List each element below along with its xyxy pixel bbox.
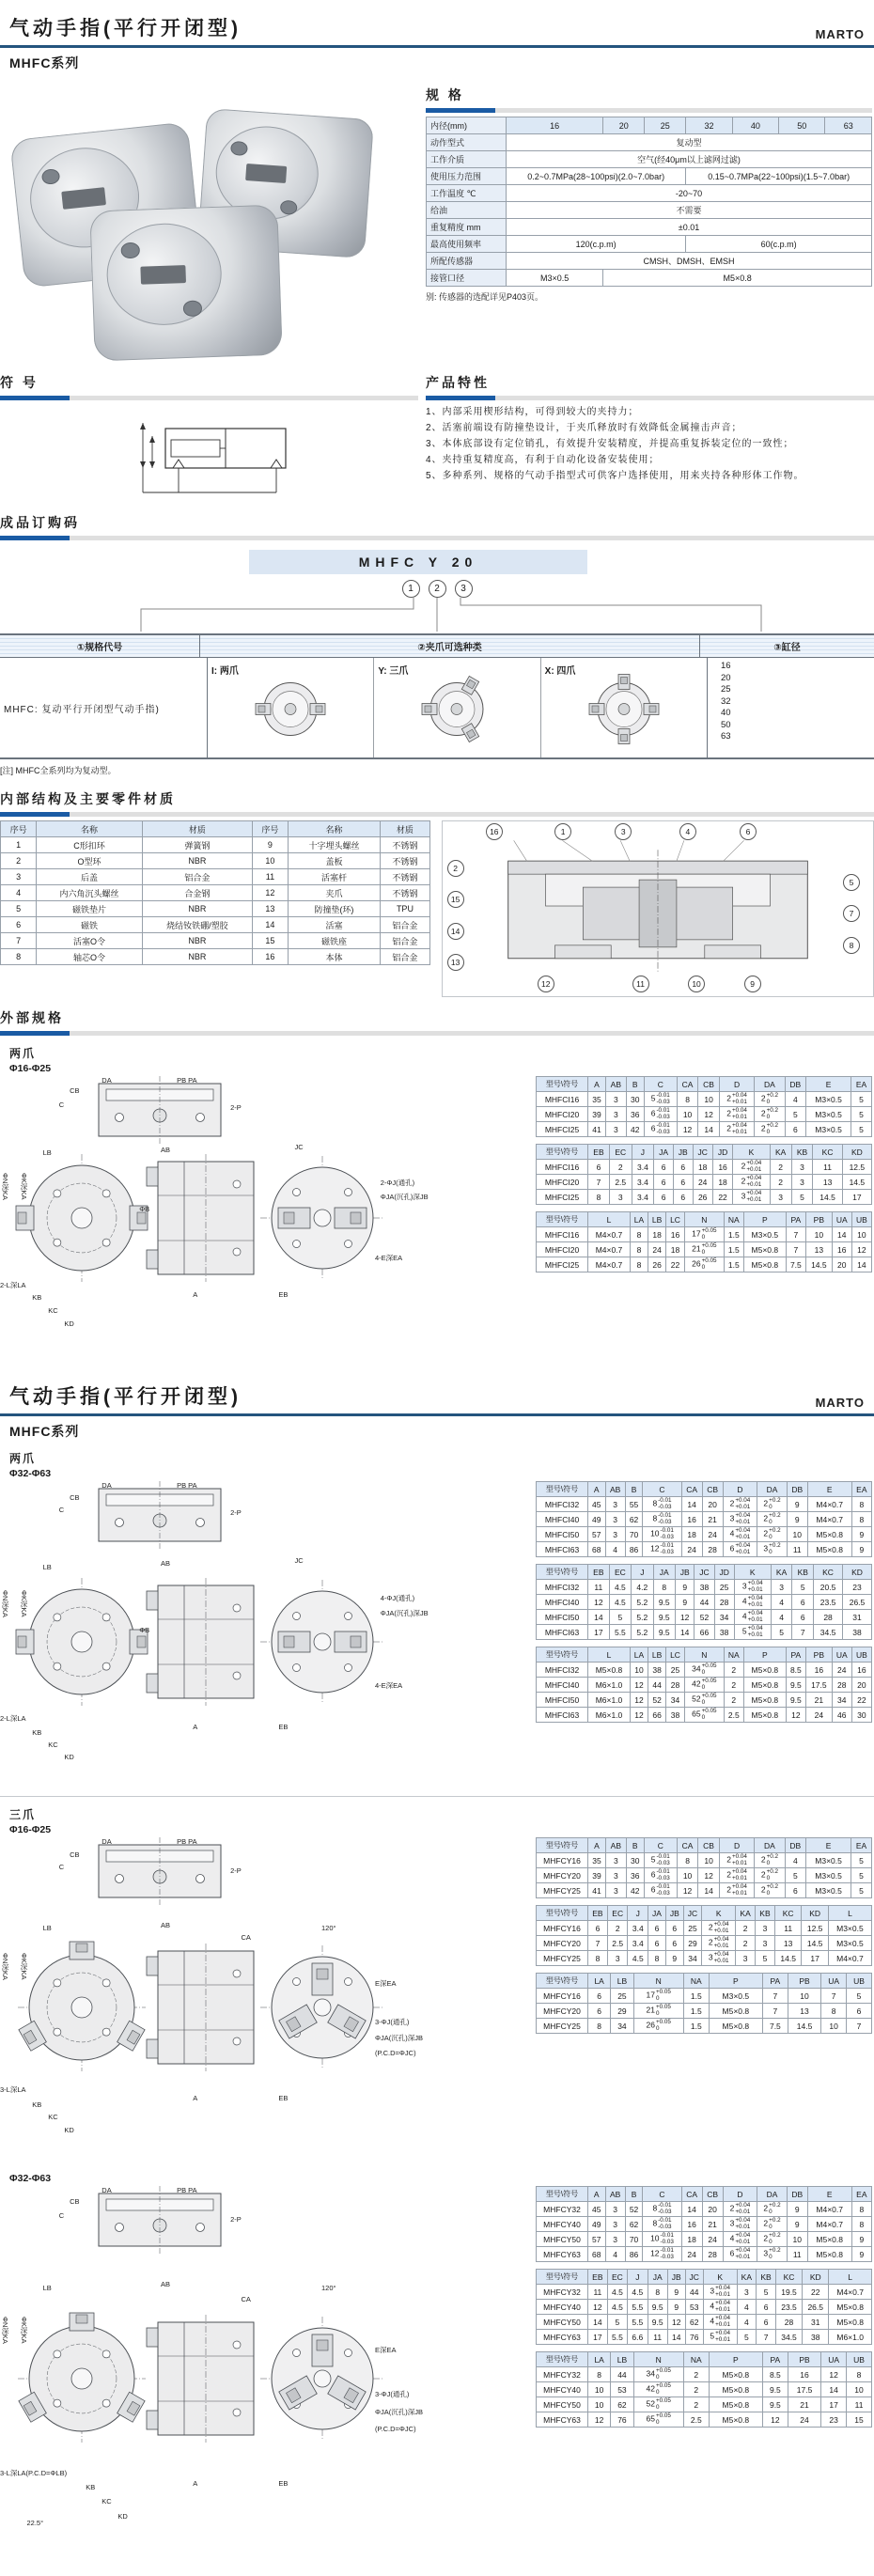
dimension-annotation: (P.C.D=ΦJC) xyxy=(375,2425,416,2434)
table-row: MHFCI32 11 4.5 4.2 8 9 38 25 3 +0.04 +0.01 3 5 20.5 23 xyxy=(537,1580,872,1595)
section-title-ordering: 成品订购码 xyxy=(0,515,80,530)
table-row: MHFCI63 68 4 86 12 -0.01 -0.03 24 28 6 +0.04 +0.01 3 +0.2 0 11 M5×0.8 9 xyxy=(537,1542,872,1557)
table-row: MHFCY63 68 4 86 12 -0.01 -0.03 24 28 6 +0.04 +0.01 3 +0.2 0 11 M5×0.8 9 xyxy=(537,2247,872,2262)
order-marker-2: 2 xyxy=(429,580,446,598)
dim-table-mount xyxy=(536,1837,872,1898)
dimension-annotation: ΦN深KA xyxy=(1,1172,9,1200)
table-row: MHFCI50 14 5 5.2 9.5 12 52 34 4 +0.04 +0.01 4 6 28 31 xyxy=(537,1610,872,1625)
table-row: MHFCY32 45 3 52 8 -0.01 -0.03 14 20 2 +0.04 +0.01 2 +0.2 0 9 M4×0.7 8 xyxy=(537,2202,872,2217)
ordering-section-header xyxy=(0,513,874,540)
dimension-annotation: AB xyxy=(161,1559,171,1569)
dimension-annotation: C xyxy=(58,2210,65,2220)
part-callout: 2 xyxy=(447,860,464,877)
dimension-annotation: ΦJA(沉孔)深JB xyxy=(380,1192,429,1201)
bore-range-label: Φ32-Φ63 xyxy=(9,1468,52,1479)
table-row: MHFCI50 M6×1.0 12 52 34 52 +0.05 0 2 M5×0.8 9.5 21 34 22 xyxy=(537,1693,872,1708)
dim-table-mount xyxy=(536,1647,872,1723)
section-title-external: 外部规格 xyxy=(0,1010,64,1025)
features-section-header xyxy=(426,373,874,400)
dimension-annotation: C xyxy=(58,1100,65,1109)
order-series-description: MHFC: 复动平行开闭型气动手指) xyxy=(0,658,208,757)
table-row: MHFCI25 8 3 3.4 6 6 26 22 3 +0.04 +0.01 3 5 14.5 17 xyxy=(537,1190,872,1205)
dim-table-mount xyxy=(536,2269,872,2345)
section-divider xyxy=(0,1796,874,1797)
dimension-annotation: DA xyxy=(101,1837,112,1846)
ext-block-two-jaw-large xyxy=(0,1481,874,1783)
order-marker-3: 3 xyxy=(455,580,473,598)
dimension-annotation: 4-E深EA xyxy=(375,1680,403,1690)
ext-block-three-jaw-small xyxy=(0,1837,874,2158)
dimension-annotation: ΦK深KA xyxy=(19,2316,28,2344)
dimension-annotation: 2-ΦJ(通孔) xyxy=(380,1179,415,1188)
dimension-annotation: EB xyxy=(278,1722,289,1731)
table-row: MHFCY40 10 53 42 +0.05 0 2 M5×0.8 9.5 17.5 14 10 xyxy=(537,2382,872,2397)
bore-size-list xyxy=(708,658,874,757)
dimension-annotation: EB xyxy=(278,1290,289,1299)
table-row: MHFCY20 39 3 36 6 -0.01 -0.03 10 12 2 +0.04 +0.01 2 +0.2 0 5 M3×0.5 5 xyxy=(537,1868,872,1883)
spec-section-header xyxy=(426,86,872,113)
dim-table-mount xyxy=(536,1905,872,1966)
part-callout: 12 xyxy=(538,976,554,992)
spec-table: 内径(mm) 16 20 25 32 40 50 63 动作型式 复动型 工作介质 空气(经40μm以上滤网过滤) 使用压力范围 0.2~0.7MPa(28~100psi)(2.0~7.0bar) 0.15~0.7MPa(22~100psi)(1.5~7.0bar) 工作温度 ℃ -20~70 给油 不需要 重复精度 mm ±0.01 最高使用频率 120(c.p.m) 60(c.p.m) 所配传感器 CMSH、DMSH、EMSH 接管口径 M3×0.5 M5×0.8 xyxy=(426,117,872,287)
features-list xyxy=(426,404,874,484)
dimension-annotation: KD xyxy=(64,2125,74,2134)
table-row: MHFCY32 11 4.5 4.5 8 9 44 3 +0.04 +0.01 3 5 19.5 22 M4×0.7 xyxy=(537,2285,872,2300)
table-row: MHFCI63 17 5.5 5.2 9.5 14 66 38 5 +0.04 +0.01 5 7 34.5 38 xyxy=(537,1625,872,1640)
section-bar xyxy=(426,396,874,400)
order-col3-header: ③缸径 xyxy=(773,643,801,653)
table-row: 6 磁铁 烧结钕铁硼/塑胶 14 活塞 铝合金 xyxy=(1,917,430,933)
part-callout: 4 xyxy=(679,823,696,840)
table-row: 2 O型环 NBR 10 盖板 不锈钢 xyxy=(1,853,430,869)
part-callout: 8 xyxy=(843,937,860,954)
dimension-annotation: DA xyxy=(101,2186,112,2194)
dimension-tables xyxy=(536,1076,874,1344)
order-col2-header: ②夹爪可选种类 xyxy=(200,635,700,657)
dim-table-mount xyxy=(536,2186,872,2262)
dimension-annotation: 4-E深EA xyxy=(375,1254,403,1263)
table-row: MHFCY40 49 3 62 8 -0.01 -0.03 16 21 3 +0.04 +0.01 2 +0.2 0 9 M4×0.7 8 xyxy=(537,2217,872,2232)
dimension-annotation: AB xyxy=(161,2280,171,2289)
dimension-table: 型号\符号 A AB B C CA CB D DA DB E EA MHFCY16 35 3 30 5 -0.01 -0.03 8 10 2 +0.04 +0.01 2 +0.2 0 4 M3×0.5 5 MHFCY20 39 3 36 6 -0.01 -0.03 10 12 2 +0.04 +0.01 2 +0.2 0 5 M3×0.5 5 MHFCY25 41 3 42 6 -0.01 -0.03 12 14 2 +0.04 +0.01 2 +0.2 0 6 M3×0.5 5 xyxy=(536,1837,872,1898)
dimension-annotation: A xyxy=(193,1290,198,1299)
table-row: MHFCY25 41 3 42 6 -0.01 -0.03 12 14 2 +0.04 +0.01 2 +0.2 0 6 M3×0.5 5 xyxy=(537,1883,872,1898)
jaw-option-four xyxy=(541,658,707,757)
part-callout: 3 xyxy=(615,823,632,840)
table-row: 7 活塞O令 NBR 15 磁铁座 铝合金 xyxy=(1,933,430,949)
dimension-annotation: KB xyxy=(32,2100,42,2109)
part-callout: 9 xyxy=(744,976,761,992)
page1-header xyxy=(0,0,874,48)
dimension-annotation: LB xyxy=(42,1562,52,1571)
dimension-annotation: KC xyxy=(48,1306,58,1316)
jaw-type-label: 三爪 xyxy=(9,1808,37,1821)
table-row: MHFCI63 M6×1.0 12 66 38 65 +0.05 0 2.5 M5×0.8 12 24 46 30 xyxy=(537,1708,872,1723)
dimension-annotation: KB xyxy=(32,1292,42,1302)
table-row: MHFCI20 7 2.5 3.4 6 6 24 18 2 +0.04 +0.01 2 3 13 14.5 xyxy=(537,1175,872,1190)
dimension-annotation: E深EA xyxy=(375,2346,397,2355)
dimension-annotation: CA xyxy=(241,1933,251,1943)
table-row: MHFCI25 M4×0.7 8 26 22 26 +0.05 0 1.5 M5×0.8 7.5 14.5 20 14 xyxy=(537,1257,872,1272)
dimension-annotation: EB xyxy=(278,2478,289,2488)
table-row: MHFCY25 8 3 4.5 8 9 34 3 +0.04 +0.01 3 5 14.5 17 M4×0.7 xyxy=(537,1951,872,1966)
part-callout: 10 xyxy=(688,976,705,992)
dimension-annotation: ΦB xyxy=(139,1626,150,1635)
feature-item: 4、夹持重复精度高，有利于自动化设备安装使用； xyxy=(426,455,660,465)
part-callout: 1 xyxy=(554,823,571,840)
dim-table-mount xyxy=(536,1211,872,1272)
ordering-section xyxy=(0,513,874,776)
part-callout: 7 xyxy=(843,905,860,922)
part-callout: 16 xyxy=(486,823,503,840)
dimension-annotation: CB xyxy=(70,1850,80,1859)
spec-table-mount xyxy=(426,117,872,287)
product-photo-3 xyxy=(89,205,282,362)
dimension-tables xyxy=(536,1481,874,1783)
dimension-annotation: PB PA xyxy=(177,1076,197,1085)
order-connector-lines xyxy=(0,596,874,633)
dimension-annotation: EB xyxy=(278,2093,289,2102)
table-row: MHFCY25 8 34 26 +0.05 0 1.5 M5×0.8 7.5 14.5 10 7 xyxy=(537,2019,872,2034)
part-callout: 6 xyxy=(740,823,757,840)
jaw-type-label: 两爪 xyxy=(9,1047,37,1060)
dimension-annotation: CB xyxy=(70,1086,80,1096)
dimension-table: 型号\符号 L LA LB LC N NA P PA PB UA UB MHFCI16 M4×0.7 8 18 16 17 +0.05 0 1.5 M3×0.5 7 10 14 10 MHFCI20 M4×0.7 8 24 18 21 +0.05 0 1.5 M5×0.8 7 13 16 12 MHFCI25 M4×0.7 8 26 22 26 +0.05 0 1.5 M5×0.8 7.5 14.5 20 14 xyxy=(536,1211,872,1272)
materials-section-header xyxy=(0,789,874,817)
symbol-section-header xyxy=(0,373,418,400)
table-row: MHFCY32 8 44 34 +0.05 0 2 M5×0.8 8.5 16 12 8 xyxy=(537,2367,872,2382)
dimension-tables xyxy=(536,1837,874,2158)
dimension-annotation: LB xyxy=(42,1924,52,1933)
dimension-annotation: AB xyxy=(161,1920,171,1929)
table-row: MHFCY50 10 62 52 +0.05 0 2 M5×0.8 9.5 21 17 11 xyxy=(537,2397,872,2412)
page-title: 气动手指(平行开闭型) xyxy=(9,1386,242,1408)
table-row: MHFCI25 41 3 42 6 -0.01 -0.03 12 14 2 +0.04 +0.01 2 +0.2 0 6 M3×0.5 5 xyxy=(537,1122,872,1137)
section-bar xyxy=(0,812,874,817)
dimension-annotation: 2-P xyxy=(230,1102,242,1112)
bore-size-option: 16 xyxy=(721,661,731,671)
part-callout: 5 xyxy=(843,874,860,891)
dimension-annotation: 22.5° xyxy=(26,2519,44,2528)
dimension-annotation: 120° xyxy=(321,1924,336,1933)
dimension-annotation: ΦJA(沉孔)深JB xyxy=(375,2407,423,2416)
dimension-annotation: KC xyxy=(101,2497,112,2506)
dimension-annotation: 2-L深LA xyxy=(0,1714,26,1724)
internal-structure-diagram xyxy=(442,820,874,997)
dimension-annotation: 3-ΦJ(通孔) xyxy=(375,2389,410,2398)
dim-table-mount xyxy=(536,1144,872,1205)
section-bar xyxy=(0,1031,874,1036)
dimension-annotation: (P.C.D=ΦJC) xyxy=(375,2049,416,2058)
series-label: MHFC系列 xyxy=(9,55,80,70)
dimension-tables xyxy=(536,2186,874,2548)
dimension-table: 型号\符号 L LA LB LC N NA P PA PB UA UB MHFCI32 M5×0.8 10 38 25 34 +0.05 0 2 M5×0.8 8.5 16 24 16 MHFCI40 M6×1.0 12 44 28 42 +0.05 0 2 M5×0.8 9.5 17.5 28 20 MHFCI50 M6×1.0 12 52 34 52 +0.05 0 2 M5×0.8 9.5 21 34 22 MHFCI63 M6×1.0 12 66 38 65 +0.05 0 2.5 M5×0.8 12 24 46 30 xyxy=(536,1647,872,1723)
pneumatic-symbol-diagram xyxy=(0,404,418,504)
table-row: MHFCI32 M5×0.8 10 38 25 34 +0.05 0 2 M5×0.8 8.5 16 24 16 xyxy=(537,1663,872,1678)
table-row: MHFCY50 14 5 5.5 9.5 12 62 4 +0.04 +0.01 4 6 28 31 M5×0.8 xyxy=(537,2315,872,2330)
dimension-annotation: ΦN深KA xyxy=(1,1952,9,1980)
dimension-annotation: 3-L深LA xyxy=(0,2084,26,2094)
table-row: 8 轴芯O令 NBR 16 本体 铝合金 xyxy=(1,949,430,965)
bore-size-option: 20 xyxy=(721,672,731,683)
dimension-annotation: 2-P xyxy=(230,1507,242,1517)
dimension-annotation: CA xyxy=(241,2294,251,2303)
table-row: 4 内六角沉头螺丝 合金钢 12 夹爪 不锈钢 xyxy=(1,885,430,901)
dimension-table: 型号\符号 A AB B C CA CB D DA DB E EA MHFCY32 45 3 52 8 -0.01 -0.03 14 20 2 +0.04 +0.01 2 +0.2 0 9 M4×0.7 8 MHFCY40 49 3 62 8 -0.01 -0.03 16 21 3 +0.04 +0.01 2 +0.2 0 9 M4×0.7 8 MHFCY50 57 3 70 10 -0.01 -0.03 18 24 4 +0.04 +0.01 2 +0.2 0 10 M5×0.8 9 MHFCY63 68 4 86 12 -0.01 -0.03 24 28 6 +0.04 +0.01 3 +0.2 0 11 M5×0.8 9 xyxy=(536,2186,872,2262)
dimension-annotation: LB xyxy=(42,1147,52,1157)
jaw-option-label: X: 四爪 xyxy=(544,666,576,677)
table-row: MHFCY20 6 29 21 +0.05 0 1.5 M5×0.8 7 13 8 6 xyxy=(537,2004,872,2019)
part-callout: 14 xyxy=(447,923,464,940)
dimension-table: 型号\符号 A AB B C CA CB D DA DB E EA MHFCI16 35 3 30 5 -0.01 -0.03 8 10 2 +0.04 +0.01 2 +0.2 0 4 M3×0.5 5 MHFCI20 39 3 36 6 -0.01 -0.03 10 12 2 +0.04 +0.01 2 +0.2 0 5 M3×0.5 5 MHFCI25 41 3 42 6 -0.01 -0.03 12 14 2 +0.04 +0.01 2 +0.2 0 6 M3×0.5 5 xyxy=(536,1076,872,1137)
dimension-annotation: PB PA xyxy=(177,1481,197,1490)
dimension-annotation: E深EA xyxy=(375,1979,397,1989)
table-row: MHFCI16 6 2 3.4 6 6 18 16 2 +0.04 +0.01 2 3 11 12.5 xyxy=(537,1160,872,1175)
dimension-table: 型号\符号 EB EC J JA JB JC JD K KA KB KC KD MHFCI32 11 4.5 4.2 8 9 38 25 3 +0.04 +0.01 3 5 20.5 23 MHFCI40 12 4.5 5.2 9.5 9 44 28 4 +0.04 +0.01 4 6 23.5 26.5 MHFCI50 14 5 5.2 9.5 12 52 34 4 +0.04 +0.01 4 6 28 31 MHFCI63 17 5.5 5.2 9.5 14 66 38 5 +0.04 +0.01 5 7 34.5 38 xyxy=(536,1564,872,1640)
dimension-table: 型号\符号 LA LB N NA P PA PB UA UB MHFCY16 6 25 17 +0.05 0 1.5 M3×0.5 7 10 7 5 MHFCY20 6 29 21 +0.05 0 1.5 M5×0.8 7 13 8 6 MHFCY25 8 34 26 +0.05 0 1.5 M5×0.8 7.5 14.5 10 7 xyxy=(536,1973,872,2034)
bore-size-option: 32 xyxy=(721,695,731,707)
table-row: MHFCY50 57 3 70 10 -0.01 -0.03 18 24 4 +0.04 +0.01 2 +0.2 0 10 M5×0.8 9 xyxy=(537,2232,872,2247)
dimension-annotation: KD xyxy=(64,1319,74,1329)
dimension-annotation: KB xyxy=(86,2482,96,2491)
feature-item: 1、内部采用楔形结构，可得到较大的夹持力； xyxy=(426,407,639,417)
dimension-annotation: AB xyxy=(161,1146,171,1155)
dimension-table: 型号\符号 EB EC J JA JB JC K KA KB KC KD L MHFCY32 11 4.5 4.5 8 9 44 3 +0.04 +0.01 3 5 19.5 22 M4×0.7 MHFCY40 12 4.5 5.5 9.5 9 53 4 +0.04 +0.01 4 6 23.5 26.5 M5×0.8 MHFCY50 14 5 5.5 9.5 12 62 4 +0.04 +0.01 4 6 28 31 M5×0.8 MHFCY63 17 5.5 6.6 11 14 76 5 +0.04 +0.01 5 7 34.5 38 M6×1.0 xyxy=(536,2269,872,2345)
dimension-annotation: ΦK深KA xyxy=(19,1172,28,1200)
section-title-symbol: 符 号 xyxy=(0,375,39,390)
dimension-annotation: JC xyxy=(294,1143,304,1152)
jaw-option-label: Y: 三爪 xyxy=(378,666,409,677)
dimension-table: 型号\符号 EB EC J JA JB JC JD K KA KB KC KD MHFCI16 6 2 3.4 6 6 18 16 2 +0.04 +0.01 2 3 11 12.5 MHFCI20 7 2.5 3.4 6 6 24 18 2 +0.04 +0.01 2 3 13 14.5 MHFCI25 8 3 3.4 6 6 26 22 3 +0.04 +0.01 3 5 14.5 17 xyxy=(536,1144,872,1205)
order-band xyxy=(0,633,874,658)
table-row: 1 C形扣环 弹簧钢 9 十字埋头螺丝 不锈钢 xyxy=(1,837,430,853)
dimension-annotation: JC xyxy=(294,1556,304,1566)
dimension-annotation: KC xyxy=(48,1741,58,1750)
feature-item: 2、活塞前端设有防撞垫设计，于夹爪释放时有效降低金属撞击声音； xyxy=(426,423,742,433)
dimension-annotation: ΦN深KA xyxy=(1,1589,9,1617)
product-photos xyxy=(0,76,418,358)
dimension-annotation: A xyxy=(193,2093,198,2102)
bore-size-option: 40 xyxy=(721,708,731,718)
dimension-annotation: ΦJA(沉孔)深JB xyxy=(375,2034,423,2042)
dimension-annotation: 4-ΦJ(通孔) xyxy=(380,1593,415,1602)
table-row: MHFCI20 M4×0.7 8 24 18 21 +0.05 0 1.5 M5×0.8 7 13 16 12 xyxy=(537,1242,872,1257)
order-col1-header: ①规格代号 xyxy=(0,635,200,657)
bore-size-option: 25 xyxy=(721,684,731,695)
table-row: MHFCY16 6 25 17 +0.05 0 1.5 M3×0.5 7 10 7 5 xyxy=(537,1989,872,2004)
section-title-materials: 内部结构及主要零件材质 xyxy=(0,791,176,806)
cross-section-drawing xyxy=(443,821,873,996)
technical-drawing xyxy=(0,2186,536,2548)
brand-logo: MARTO xyxy=(815,1396,865,1410)
bore-size-option: 63 xyxy=(721,731,731,742)
section-bar xyxy=(426,108,872,113)
table-row: MHFCI16 35 3 30 5 -0.01 -0.03 8 10 2 +0.04 +0.01 2 +0.2 0 4 M3×0.5 5 xyxy=(537,1092,872,1107)
table-row: MHFCI40 M6×1.0 12 44 28 42 +0.05 0 2 M5×0.8 9.5 17.5 28 20 xyxy=(537,1678,872,1693)
dimension-annotation: 3-ΦJ(通孔) xyxy=(375,2017,410,2026)
jaw-option-three xyxy=(374,658,540,757)
table-row: MHFCI20 39 3 36 6 -0.01 -0.03 10 12 2 +0.04 +0.01 2 +0.2 0 5 M3×0.5 5 xyxy=(537,1107,872,1122)
section-bar xyxy=(0,396,418,400)
bore-range-label: Φ16-Φ25 xyxy=(9,1063,52,1074)
dimension-annotation: KD xyxy=(64,1752,74,1761)
spec-note: 别: 传感器的选配详见P403页。 xyxy=(426,292,544,302)
dimension-annotation: DA xyxy=(101,1076,112,1085)
bore-range-label: Φ32-Φ63 xyxy=(9,2173,52,2184)
section-bar xyxy=(0,536,874,540)
dimension-annotation: PB PA xyxy=(177,1837,197,1846)
page-title: 气动手指(平行开闭型) xyxy=(9,18,242,39)
part-callout: 15 xyxy=(447,891,464,908)
dimension-annotation: A xyxy=(193,2478,198,2488)
ext-block-two-jaw-small xyxy=(0,1076,874,1344)
table-row: MHFCY40 12 4.5 5.5 9.5 9 53 4 +0.04 +0.01 4 6 23.5 26.5 M5×0.8 xyxy=(537,2300,872,2315)
four-jaw-gripper-icon xyxy=(587,673,661,751)
table-row: 3 后盖 铝合金 11 活塞杆 不锈钢 xyxy=(1,869,430,885)
table-row: MHFCY63 17 5.5 6.6 11 14 76 5 +0.04 +0.01 5 7 34.5 38 M6×1.0 xyxy=(537,2330,872,2345)
dimension-annotation: KC xyxy=(48,2113,58,2122)
dimension-annotation: ΦN深KA xyxy=(1,2316,9,2344)
order-grid xyxy=(0,658,874,759)
dimension-annotation: CB xyxy=(70,2196,80,2206)
feature-item: 3、本体底部设有定位销孔，有效提升安装精度，并提高重复拆装定位的一致性； xyxy=(426,439,794,449)
table-row: MHFCY16 35 3 30 5 -0.01 -0.03 8 10 2 +0.04 +0.01 2 +0.2 0 4 M3×0.5 5 xyxy=(537,1853,872,1868)
dim-table-mount xyxy=(536,1481,872,1557)
dimension-annotation: ΦK深KA xyxy=(19,1589,28,1617)
jaw-option-label: I: 两爪 xyxy=(211,666,239,677)
series-label: MHFC系列 xyxy=(9,1424,80,1439)
dimension-table: 型号\符号 EB EC J JA JB JC K KA KB KC KD L MHFCY16 6 2 3.4 6 6 25 2 +0.04 +0.01 2 3 11 12.5 M3×0.5 MHFCY20 7 2.5 3.4 6 6 29 2 +0.04 +0.01 2 3 13 14.5 M3×0.5 MHFCY25 8 3 4.5 8 9 34 3 +0.04 +0.01 3 5 14.5 17 M4×0.7 xyxy=(536,1905,872,1966)
dimension-annotation: 2-P xyxy=(230,1866,242,1875)
table-row: MHFCI40 49 3 62 8 -0.01 -0.03 16 21 3 +0.04 +0.01 2 +0.2 0 9 M4×0.7 8 xyxy=(537,1512,872,1527)
section-title-features: 产品特性 xyxy=(426,375,490,390)
table-row: MHFCI16 M4×0.7 8 18 16 17 +0.05 0 1.5 M3×0.5 7 10 14 10 xyxy=(537,1227,872,1242)
brand-logo: MARTO xyxy=(815,27,865,41)
technical-drawing xyxy=(0,1481,536,1783)
table-row: 5 磁铁垫片 NBR 13 防撞垫(环) TPU xyxy=(1,901,430,917)
table-row: MHFCI50 57 3 70 10 -0.01 -0.03 18 24 4 +0.04 +0.01 2 +0.2 0 10 M5×0.8 9 xyxy=(537,1527,872,1542)
materials-table-mount xyxy=(0,820,430,997)
bore-size-option: 50 xyxy=(721,719,731,730)
table-row: MHFCI40 12 4.5 5.2 9.5 9 44 28 4 +0.04 +0.01 4 6 23.5 26.5 xyxy=(537,1595,872,1610)
dimension-annotation: 3-L深LA(P.C.D=ΦLB) xyxy=(0,2469,68,2478)
dimension-annotation: 2-P xyxy=(230,2214,242,2224)
dimension-annotation: KD xyxy=(117,2511,128,2521)
feature-item: 5、多种系列、规格的气动手指型式可供客户选择使用，用来夹持各种形体工作物。 xyxy=(426,471,804,481)
dimension-annotation: 120° xyxy=(321,2283,336,2292)
dimension-annotation: PB PA xyxy=(177,2186,197,2194)
dimension-annotation: C xyxy=(58,1505,65,1514)
part-callout: 11 xyxy=(632,976,649,992)
table-row: MHFCY16 6 2 3.4 6 6 25 2 +0.04 +0.01 2 3 11 12.5 M3×0.5 xyxy=(537,1921,872,1936)
part-callout: 13 xyxy=(447,954,464,971)
table-row: MHFCY20 7 2.5 3.4 6 6 29 2 +0.04 +0.01 2 3 13 14.5 M3×0.5 xyxy=(537,1936,872,1951)
dimension-annotation: ΦK深KA xyxy=(19,1952,28,1980)
page2-header xyxy=(0,1368,874,1416)
order-marker-1: 1 xyxy=(402,580,420,598)
dimension-annotation: A xyxy=(193,1722,198,1731)
dimension-annotation: DA xyxy=(101,1481,112,1490)
dimension-table: 型号\符号 A AB B C CA CB D DA DB E EA MHFCI32 45 3 55 8 -0.01 -0.03 14 20 2 +0.04 +0.01 2 +0.2 0 9 M4×0.7 8 MHFCI40 49 3 62 8 -0.01 -0.03 16 21 3 +0.04 +0.01 2 +0.2 0 9 M4×0.7 8 MHFCI50 57 3 70 10 -0.01 -0.03 18 24 4 +0.04 +0.01 2 +0.2 0 10 M5×0.8 9 MHFCI63 68 4 86 12 -0.01 -0.03 24 28 6 +0.04 +0.01 3 +0.2 0 11 M5×0.8 9 xyxy=(536,1481,872,1557)
dim-table-mount xyxy=(536,1564,872,1640)
table-row: MHFCI32 45 3 55 8 -0.01 -0.03 14 20 2 +0.04 +0.01 2 +0.2 0 9 M4×0.7 8 xyxy=(537,1497,872,1512)
dimension-annotation: KB xyxy=(32,1728,42,1738)
dimension-annotation: CB xyxy=(70,1492,80,1502)
jaw-options xyxy=(208,658,708,757)
dim-table-mount xyxy=(536,1076,872,1137)
order-code: MHFC Y 20 xyxy=(249,550,587,574)
dim-table-mount xyxy=(536,1973,872,2034)
external-section-header xyxy=(0,1008,874,1036)
jaw-type-label: 两爪 xyxy=(9,1452,37,1465)
technical-drawing xyxy=(0,1837,536,2158)
ordering-note: [注] MHFC全系列均为复动型。 xyxy=(0,766,117,775)
materials-table: 序号 名称 材质 序号 名称 材质 1 C形扣环 弹簧钢 9 十字埋头螺丝 不锈钢 2 O型环 NBR 10 盖板 不锈钢 3 后盖 铝合金 11 活塞杆 不锈钢 4 内六角沉头螺丝 合金钢 12 夹爪 不锈钢 5 磁铁垫片 NBR 13 防撞垫(环) TPU 6 磁铁 烧结钕铁硼/塑胶 14 活塞 铝合金 7 活塞O令 NBR 15 磁铁座 铝合金 8 轴芯O令 NBR 16 本体 铝合金 xyxy=(0,820,430,965)
dim-table-mount xyxy=(536,2351,872,2428)
jaw-option-two xyxy=(208,658,374,757)
bore-range-label: Φ16-Φ25 xyxy=(9,1824,52,1835)
two-jaw-gripper-icon xyxy=(254,673,327,751)
dimension-table: 型号\符号 LA LB N NA P PA PB UA UB MHFCY32 8 44 34 +0.05 0 2 M5×0.8 8.5 16 12 8 MHFCY40 10 53 42 +0.05 0 2 M5×0.8 9.5 17.5 14 10 MHFCY50 10 62 52 +0.05 0 2 M5×0.8 9.5 21 17 11 MHFCY63 12 76 65 +0.05 0 2.5 M5×0.8 12 24 23 15 xyxy=(536,2351,872,2428)
three-jaw-gripper-icon xyxy=(420,673,493,751)
section-title-spec: 规 格 xyxy=(426,87,464,102)
dimension-annotation: C xyxy=(58,1863,65,1872)
dimension-annotation: ΦJA(沉孔)深JB xyxy=(380,1608,429,1617)
table-row: MHFCY63 12 76 65 +0.05 0 2.5 M5×0.8 12 24 23 15 xyxy=(537,2412,872,2428)
dimension-annotation: LB xyxy=(42,2283,52,2292)
ext-block-three-jaw-large xyxy=(0,2186,874,2548)
technical-drawing xyxy=(0,1076,536,1344)
dimension-annotation: 2-L深LA xyxy=(0,1280,26,1289)
dimension-annotation: ΦB xyxy=(139,1204,150,1213)
